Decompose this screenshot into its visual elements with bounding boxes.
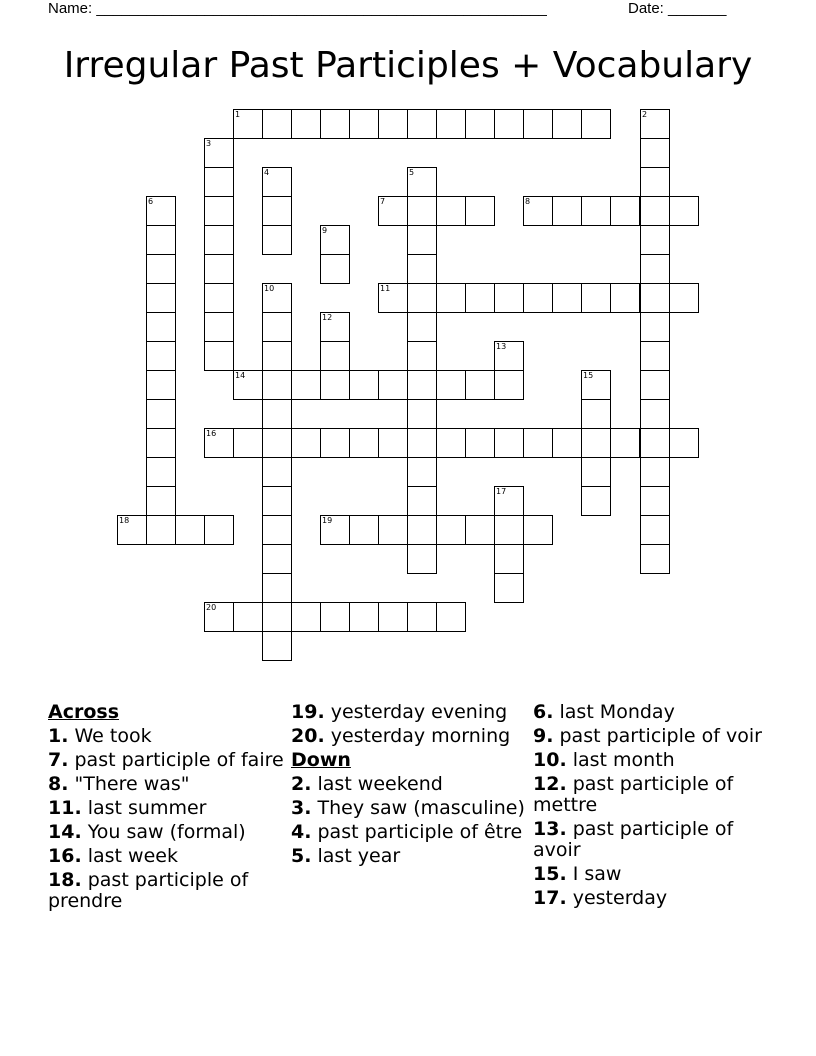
grid-cell[interactable] xyxy=(378,515,408,545)
clue-number-label: 16. xyxy=(48,845,82,867)
grid-cell[interactable] xyxy=(436,515,466,545)
grid-cell[interactable] xyxy=(204,225,234,255)
clue-number: 10 xyxy=(264,284,275,293)
grid-cell[interactable] xyxy=(204,196,234,226)
grid-cell[interactable] xyxy=(436,283,466,313)
grid-cell[interactable] xyxy=(494,428,524,458)
grid-cell[interactable] xyxy=(204,138,234,168)
clue-text: last week xyxy=(87,845,178,867)
grid-cell[interactable] xyxy=(146,283,176,313)
grid-cell[interactable] xyxy=(640,283,670,313)
grid-cell[interactable] xyxy=(146,312,176,342)
name-field-label: Name: ______________________________________________________ xyxy=(48,0,547,17)
grid-cell[interactable] xyxy=(233,602,263,632)
down-clue xyxy=(291,822,527,843)
grid-cell[interactable] xyxy=(204,515,234,545)
grid-cell[interactable] xyxy=(581,399,611,429)
grid-cell[interactable] xyxy=(262,573,292,603)
grid-cell[interactable] xyxy=(552,428,582,458)
grid-cell[interactable] xyxy=(378,428,408,458)
grid-cell[interactable] xyxy=(465,428,495,458)
clue-number-label: 5. xyxy=(291,845,312,867)
grid-cell[interactable] xyxy=(436,602,466,632)
clue-text: past participle of voir xyxy=(559,725,762,747)
clue-number-label: 13. xyxy=(533,818,567,840)
across-clue xyxy=(48,822,284,843)
grid-cell[interactable] xyxy=(523,196,553,226)
grid-cell[interactable] xyxy=(291,602,321,632)
grid-cell[interactable] xyxy=(494,370,524,400)
grid-cell[interactable] xyxy=(349,428,379,458)
grid-cell[interactable] xyxy=(146,399,176,429)
clue-number-label: 18. xyxy=(48,869,82,891)
clue-number-label: 20. xyxy=(291,725,325,747)
grid-cell[interactable] xyxy=(291,428,321,458)
grid-cell[interactable] xyxy=(233,109,263,139)
grid-cell[interactable] xyxy=(407,283,437,313)
grid-cell[interactable] xyxy=(581,370,611,400)
grid-cell[interactable] xyxy=(465,109,495,139)
grid-cell[interactable] xyxy=(204,312,234,342)
clue-number: 19 xyxy=(322,516,333,525)
grid-cell[interactable] xyxy=(465,196,495,226)
grid-cell[interactable] xyxy=(640,428,670,458)
grid-cell[interactable] xyxy=(407,399,437,429)
grid-cell[interactable] xyxy=(640,225,670,255)
clue-text: last month xyxy=(572,749,675,771)
grid-cell[interactable] xyxy=(262,544,292,574)
grid-cell[interactable] xyxy=(320,428,350,458)
grid-cell[interactable] xyxy=(349,370,379,400)
grid-cell[interactable] xyxy=(407,225,437,255)
grid-cell[interactable] xyxy=(436,196,466,226)
grid-cell[interactable] xyxy=(117,515,147,545)
grid-cell[interactable] xyxy=(669,428,699,458)
grid-cell[interactable] xyxy=(146,341,176,371)
grid-cell[interactable] xyxy=(320,109,350,139)
clue-number: 2 xyxy=(642,110,648,119)
clue-text: You saw (formal) xyxy=(87,821,246,843)
grid-cell[interactable] xyxy=(465,370,495,400)
grid-cell[interactable] xyxy=(581,428,611,458)
clue-number-label: 4. xyxy=(291,821,312,843)
clue-text: last Monday xyxy=(559,701,675,723)
grid-cell[interactable] xyxy=(640,486,670,516)
down-clue xyxy=(291,798,527,819)
grid-cell[interactable] xyxy=(262,341,292,371)
clues-column-3 xyxy=(533,702,769,912)
grid-cell[interactable] xyxy=(204,428,234,458)
grid-cell[interactable] xyxy=(407,196,437,226)
grid-cell[interactable] xyxy=(465,515,495,545)
grid-cell[interactable] xyxy=(494,573,524,603)
grid-cell[interactable] xyxy=(320,370,350,400)
grid-cell[interactable] xyxy=(146,196,176,226)
down-clue xyxy=(533,726,769,747)
clue-number: 8 xyxy=(525,197,531,206)
clue-number: 18 xyxy=(119,516,130,525)
grid-cell[interactable] xyxy=(581,486,611,516)
grid-cell[interactable] xyxy=(407,109,437,139)
clue-number: 3 xyxy=(206,139,212,148)
grid-cell[interactable] xyxy=(291,109,321,139)
clue-text: past participle of être xyxy=(317,821,523,843)
grid-cell[interactable] xyxy=(523,428,553,458)
grid-cell[interactable] xyxy=(640,370,670,400)
clue-number-label: 14. xyxy=(48,821,82,843)
grid-cell[interactable] xyxy=(146,457,176,487)
grid-cell[interactable] xyxy=(378,196,408,226)
clue-number-label: 6. xyxy=(533,701,554,723)
grid-cell[interactable] xyxy=(669,283,699,313)
across-clue xyxy=(48,726,284,747)
clue-number: 5 xyxy=(409,168,415,177)
clue-text: past participle of faire xyxy=(74,749,284,771)
clue-number-label: 7. xyxy=(48,749,69,771)
grid-cell[interactable] xyxy=(640,254,670,284)
grid-cell[interactable] xyxy=(262,631,292,661)
grid-cell[interactable] xyxy=(349,602,379,632)
clue-number-label: 9. xyxy=(533,725,554,747)
grid-cell[interactable] xyxy=(262,486,292,516)
grid-cell[interactable] xyxy=(204,602,234,632)
grid-cell[interactable] xyxy=(262,457,292,487)
grid-cell[interactable] xyxy=(407,341,437,371)
grid-cell[interactable] xyxy=(378,283,408,313)
across-clue xyxy=(48,750,284,771)
grid-cell[interactable] xyxy=(640,399,670,429)
grid-cell[interactable] xyxy=(204,167,234,197)
down-clue xyxy=(533,750,769,771)
grid-cell[interactable] xyxy=(407,370,437,400)
clue-number-label: 15. xyxy=(533,863,567,885)
clue-number: 13 xyxy=(496,342,507,351)
grid-cell[interactable] xyxy=(175,515,205,545)
grid-cell[interactable] xyxy=(640,167,670,197)
clue-text: past participle of prendre xyxy=(48,869,249,912)
grid-cell[interactable] xyxy=(640,312,670,342)
grid-cell[interactable] xyxy=(640,515,670,545)
grid-cell[interactable] xyxy=(640,196,670,226)
clue-text: They saw (masculine) xyxy=(317,797,525,819)
grid-cell[interactable] xyxy=(610,428,640,458)
clue-number-label: 8. xyxy=(48,773,69,795)
clue-text: last year xyxy=(317,845,401,867)
grid-cell[interactable] xyxy=(378,602,408,632)
down-clue xyxy=(533,774,769,816)
down-clue xyxy=(533,888,769,909)
grid-cell[interactable] xyxy=(262,283,292,313)
clue-number-label: 19. xyxy=(291,701,325,723)
clue-number: 4 xyxy=(264,168,270,177)
clue-number-label: 12. xyxy=(533,773,567,795)
down-clue xyxy=(533,819,769,861)
grid-cell[interactable] xyxy=(465,283,495,313)
clue-text: past participle of avoir xyxy=(533,818,734,861)
grid-cell[interactable] xyxy=(407,428,437,458)
grid-cell[interactable] xyxy=(204,283,234,313)
across-clue xyxy=(48,870,284,912)
across-clue xyxy=(48,846,284,867)
page-title: Irregular Past Participles + Vocabulary xyxy=(63,45,753,86)
grid-cell[interactable] xyxy=(436,370,466,400)
down-clue xyxy=(291,774,527,795)
clues-column-2 xyxy=(291,702,527,870)
down-heading: Down xyxy=(291,749,351,771)
clue-number-label: 2. xyxy=(291,773,312,795)
across-clue xyxy=(291,726,527,747)
clue-number-label: 3. xyxy=(291,797,312,819)
clue-number-label: 10. xyxy=(533,749,567,771)
grid-cell[interactable] xyxy=(494,341,524,371)
grid-cell[interactable] xyxy=(407,544,437,574)
clue-text: I saw xyxy=(572,863,622,885)
across-clue xyxy=(48,798,284,819)
grid-cell[interactable] xyxy=(581,196,611,226)
grid-cell[interactable] xyxy=(262,370,292,400)
grid-cell[interactable] xyxy=(262,109,292,139)
grid-cell[interactable] xyxy=(407,486,437,516)
grid-cell[interactable] xyxy=(407,457,437,487)
grid-cell[interactable] xyxy=(349,515,379,545)
clue-number: 17 xyxy=(496,487,507,496)
grid-cell[interactable] xyxy=(262,399,292,429)
grid-cell[interactable] xyxy=(146,370,176,400)
grid-cell[interactable] xyxy=(494,515,524,545)
grid-cell[interactable] xyxy=(291,370,321,400)
grid-cell[interactable] xyxy=(407,254,437,284)
clue-number-label: 11. xyxy=(48,797,82,819)
grid-cell[interactable] xyxy=(204,341,234,371)
down-clue xyxy=(533,864,769,885)
grid-cell[interactable] xyxy=(320,254,350,284)
clue-number-label: 17. xyxy=(533,887,567,909)
grid-cell[interactable] xyxy=(640,109,670,139)
grid-cell[interactable] xyxy=(494,283,524,313)
clue-text: last weekend xyxy=(317,773,443,795)
grid-cell[interactable] xyxy=(378,109,408,139)
clue-text: yesterday xyxy=(572,887,668,909)
grid-cell[interactable] xyxy=(262,312,292,342)
clue-text: last summer xyxy=(87,797,207,819)
grid-cell[interactable] xyxy=(494,544,524,574)
grid-cell[interactable] xyxy=(552,196,582,226)
grid-cell[interactable] xyxy=(640,138,670,168)
clue-number: 1 xyxy=(235,110,241,119)
clue-text: yesterday evening xyxy=(330,701,508,723)
grid-cell[interactable] xyxy=(436,109,466,139)
grid-cell[interactable] xyxy=(378,370,408,400)
grid-cell[interactable] xyxy=(320,602,350,632)
grid-cell[interactable] xyxy=(349,109,379,139)
grid-cell[interactable] xyxy=(610,196,640,226)
clue-text: past participle of mettre xyxy=(533,773,734,816)
grid-cell[interactable] xyxy=(523,515,553,545)
grid-cell[interactable] xyxy=(262,196,292,226)
grid-cell[interactable] xyxy=(552,109,582,139)
grid-cell[interactable] xyxy=(436,428,466,458)
grid-cell[interactable] xyxy=(146,486,176,516)
clue-text: yesterday morning xyxy=(330,725,511,747)
grid-cell[interactable] xyxy=(233,370,263,400)
grid-cell[interactable] xyxy=(146,428,176,458)
grid-cell[interactable] xyxy=(407,312,437,342)
clue-text: "There was" xyxy=(74,773,190,795)
grid-cell[interactable] xyxy=(581,283,611,313)
grid-cell[interactable] xyxy=(407,167,437,197)
down-clue xyxy=(291,846,527,867)
clue-number: 6 xyxy=(148,197,154,206)
grid-cell[interactable] xyxy=(262,428,292,458)
grid-cell[interactable] xyxy=(146,225,176,255)
grid-cell[interactable] xyxy=(552,283,582,313)
grid-cell[interactable] xyxy=(407,515,437,545)
grid-cell[interactable] xyxy=(523,283,553,313)
grid-cell[interactable] xyxy=(262,225,292,255)
grid-cell[interactable] xyxy=(581,109,611,139)
date-field-label: Date: _______ xyxy=(628,0,727,17)
clue-number: 12 xyxy=(322,313,333,322)
down-clue xyxy=(533,702,769,723)
clue-number-label: 1. xyxy=(48,725,69,747)
grid-cell[interactable] xyxy=(640,341,670,371)
clue-number: 9 xyxy=(322,226,328,235)
grid-cell[interactable] xyxy=(262,515,292,545)
grid-cell[interactable] xyxy=(407,602,437,632)
grid-cell[interactable] xyxy=(494,486,524,516)
clue-number: 16 xyxy=(206,429,217,438)
clue-number: 15 xyxy=(583,371,594,380)
grid-cell[interactable] xyxy=(146,254,176,284)
grid-cell[interactable] xyxy=(320,312,350,342)
grid-cell[interactable] xyxy=(233,428,263,458)
grid-cell[interactable] xyxy=(669,196,699,226)
grid-cell[interactable] xyxy=(262,602,292,632)
grid-cell[interactable] xyxy=(204,254,234,284)
across-clue xyxy=(291,702,527,723)
clue-number: 14 xyxy=(235,371,246,380)
grid-cell[interactable] xyxy=(523,109,553,139)
grid-cell[interactable] xyxy=(320,515,350,545)
clue-number: 20 xyxy=(206,603,217,612)
clue-text: We took xyxy=(74,725,152,747)
grid-cell[interactable] xyxy=(610,283,640,313)
grid-cell[interactable] xyxy=(640,457,670,487)
clue-number: 11 xyxy=(380,284,391,293)
across-heading: Across xyxy=(48,701,120,723)
grid-cell[interactable] xyxy=(320,225,350,255)
clue-number: 7 xyxy=(380,197,386,206)
grid-cell[interactable] xyxy=(146,515,176,545)
grid-cell[interactable] xyxy=(320,341,350,371)
clues-column-1 xyxy=(48,702,284,915)
grid-cell[interactable] xyxy=(581,457,611,487)
across-clue xyxy=(48,774,284,795)
grid-cell[interactable] xyxy=(640,544,670,574)
grid-cell[interactable] xyxy=(262,167,292,197)
grid-cell[interactable] xyxy=(494,109,524,139)
